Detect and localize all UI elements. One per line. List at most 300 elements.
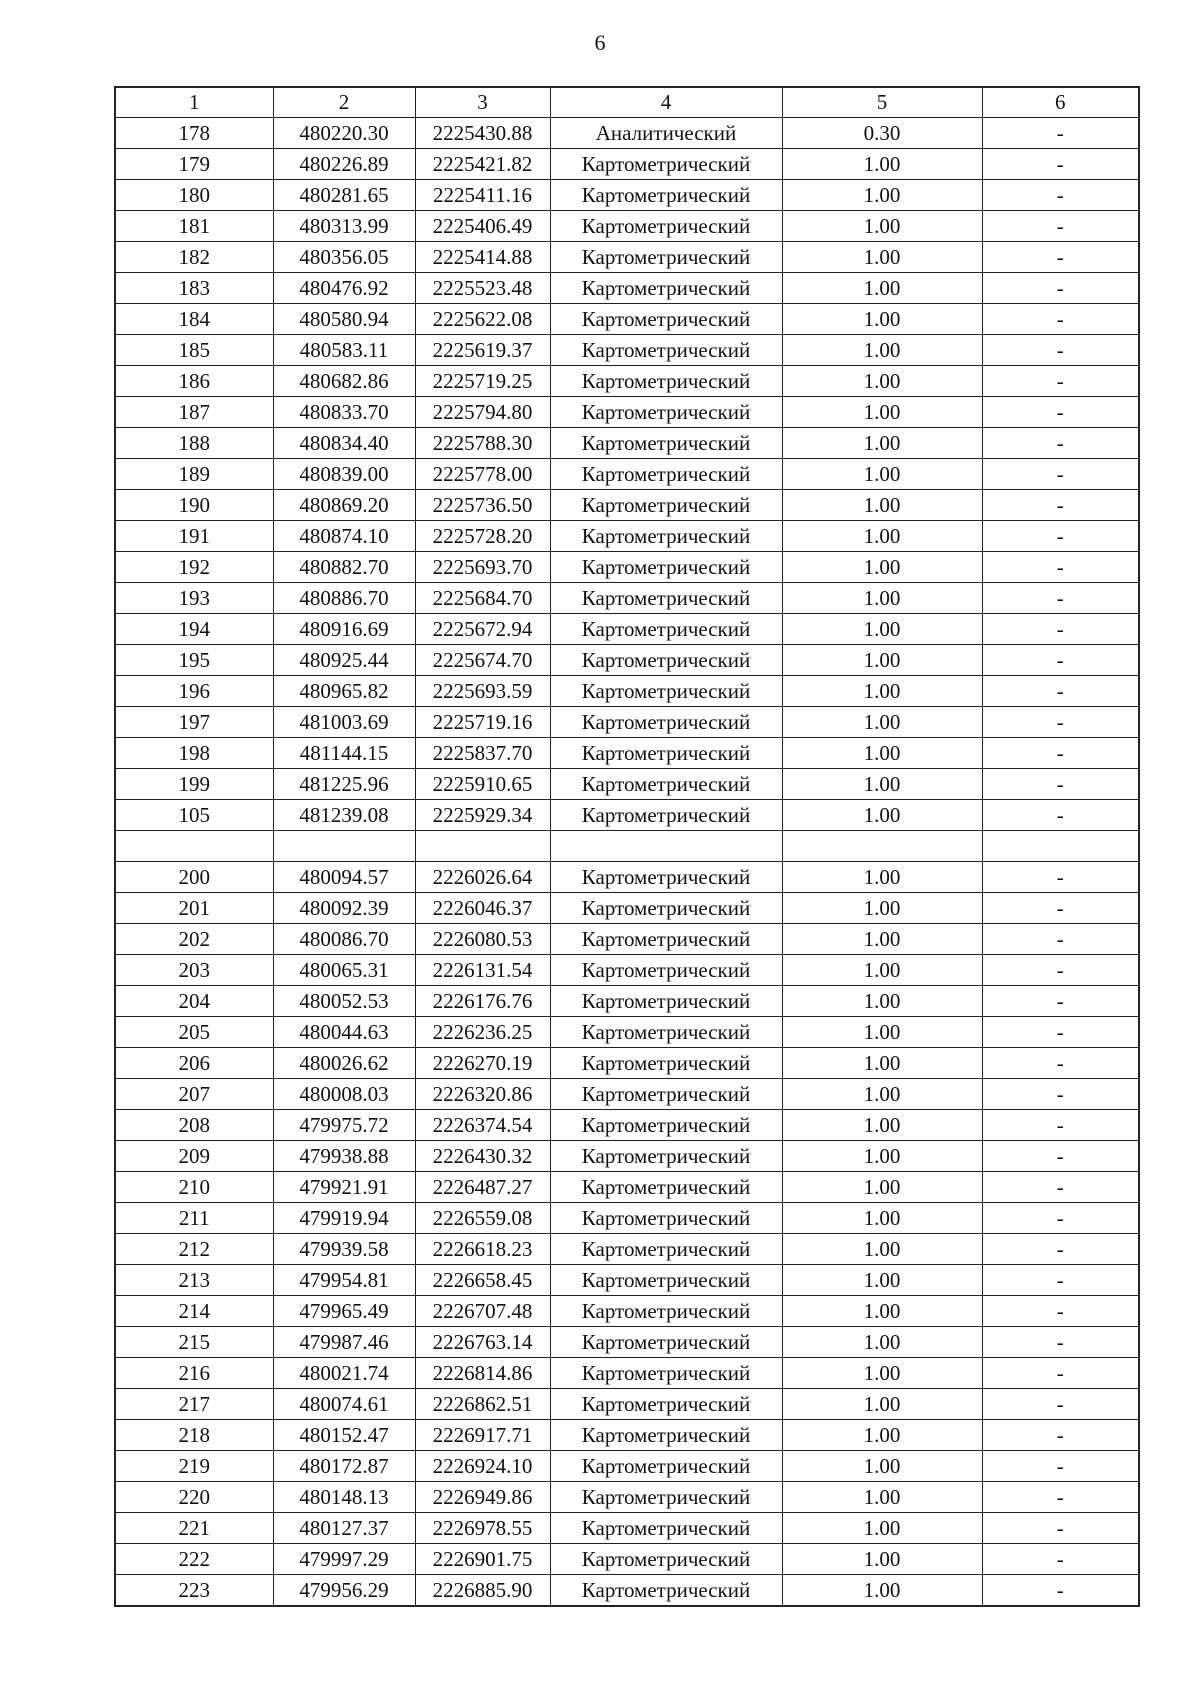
point-number-cell: 180 bbox=[115, 180, 273, 211]
method-cell: Аналитический bbox=[550, 118, 782, 149]
method-cell: Картометрический bbox=[550, 1141, 782, 1172]
description-cell: - bbox=[982, 1482, 1139, 1513]
x-coordinate-cell: 480172.87 bbox=[273, 1451, 415, 1482]
x-coordinate-cell: 480092.39 bbox=[273, 893, 415, 924]
description-cell: - bbox=[982, 1389, 1139, 1420]
y-coordinate-cell: 2225684.70 bbox=[415, 583, 550, 614]
point-number-cell: 205 bbox=[115, 1017, 273, 1048]
y-coordinate-cell: 2226320.86 bbox=[415, 1079, 550, 1110]
coordinates-table bbox=[114, 86, 1140, 1607]
method-cell: Картометрический bbox=[550, 521, 782, 552]
point-number-cell: 208 bbox=[115, 1110, 273, 1141]
point-number-cell: 188 bbox=[115, 428, 273, 459]
description-cell: - bbox=[982, 893, 1139, 924]
method-cell: Картометрический bbox=[550, 490, 782, 521]
x-coordinate-cell: 479919.94 bbox=[273, 1203, 415, 1234]
x-coordinate-cell: 480226.89 bbox=[273, 149, 415, 180]
description-cell: - bbox=[982, 180, 1139, 211]
y-coordinate-cell: 2225794.80 bbox=[415, 397, 550, 428]
point-number-cell: 185 bbox=[115, 335, 273, 366]
y-coordinate-cell: 2226487.27 bbox=[415, 1172, 550, 1203]
x-coordinate-cell: 480074.61 bbox=[273, 1389, 415, 1420]
table-row bbox=[115, 924, 1139, 955]
description-cell: - bbox=[982, 707, 1139, 738]
accuracy-cell: 1.00 bbox=[782, 1296, 982, 1327]
method-cell bbox=[550, 831, 782, 862]
column-header: 6 bbox=[982, 87, 1139, 118]
accuracy-cell: 1.00 bbox=[782, 1389, 982, 1420]
method-cell: Картометрический bbox=[550, 1110, 782, 1141]
method-cell: Картометрический bbox=[550, 1389, 782, 1420]
y-coordinate-cell: 2226658.45 bbox=[415, 1265, 550, 1296]
accuracy-cell: 1.00 bbox=[782, 211, 982, 242]
table-row bbox=[115, 1017, 1139, 1048]
table-row bbox=[115, 304, 1139, 335]
description-cell bbox=[982, 831, 1139, 862]
table-row bbox=[115, 1110, 1139, 1141]
table-row bbox=[115, 242, 1139, 273]
description-cell: - bbox=[982, 738, 1139, 769]
method-cell: Картометрический bbox=[550, 1203, 782, 1234]
table-row bbox=[115, 1358, 1139, 1389]
description-cell: - bbox=[982, 1079, 1139, 1110]
table-row bbox=[115, 1544, 1139, 1575]
x-coordinate-cell: 480583.11 bbox=[273, 335, 415, 366]
y-coordinate-cell: 2226131.54 bbox=[415, 955, 550, 986]
point-number-cell: 200 bbox=[115, 862, 273, 893]
table-row bbox=[115, 1265, 1139, 1296]
x-coordinate-cell: 480044.63 bbox=[273, 1017, 415, 1048]
table-row bbox=[115, 645, 1139, 676]
point-number-cell: 220 bbox=[115, 1482, 273, 1513]
description-cell: - bbox=[982, 1265, 1139, 1296]
table-row bbox=[115, 335, 1139, 366]
method-cell: Картометрический bbox=[550, 397, 782, 428]
description-cell: - bbox=[982, 1544, 1139, 1575]
point-number-cell: 194 bbox=[115, 614, 273, 645]
accuracy-cell: 1.00 bbox=[782, 1513, 982, 1544]
y-coordinate-cell: 2225693.59 bbox=[415, 676, 550, 707]
point-number-cell: 218 bbox=[115, 1420, 273, 1451]
accuracy-cell: 1.00 bbox=[782, 149, 982, 180]
description-cell: - bbox=[982, 273, 1139, 304]
accuracy-cell: 1.00 bbox=[782, 1172, 982, 1203]
method-cell: Картометрический bbox=[550, 1172, 782, 1203]
table-row bbox=[115, 831, 1139, 862]
description-cell: - bbox=[982, 614, 1139, 645]
description-cell: - bbox=[982, 490, 1139, 521]
accuracy-cell: 1.00 bbox=[782, 676, 982, 707]
method-cell: Картометрический bbox=[550, 1513, 782, 1544]
y-coordinate-cell: 2225910.65 bbox=[415, 769, 550, 800]
point-number-cell: 209 bbox=[115, 1141, 273, 1172]
point-number-cell: 222 bbox=[115, 1544, 273, 1575]
method-cell: Картометрический bbox=[550, 1327, 782, 1358]
point-number-cell: 223 bbox=[115, 1575, 273, 1607]
y-coordinate-cell: 2226430.32 bbox=[415, 1141, 550, 1172]
table-row bbox=[115, 490, 1139, 521]
method-cell: Картометрический bbox=[550, 149, 782, 180]
x-coordinate-cell: 479956.29 bbox=[273, 1575, 415, 1607]
table-row bbox=[115, 428, 1139, 459]
description-cell: - bbox=[982, 1048, 1139, 1079]
y-coordinate-cell: 2225736.50 bbox=[415, 490, 550, 521]
table-row bbox=[115, 862, 1139, 893]
y-coordinate-cell: 2226917.71 bbox=[415, 1420, 550, 1451]
y-coordinate-cell: 2225619.37 bbox=[415, 335, 550, 366]
x-coordinate-cell: 480127.37 bbox=[273, 1513, 415, 1544]
table-row bbox=[115, 1048, 1139, 1079]
accuracy-cell: 1.00 bbox=[782, 707, 982, 738]
x-coordinate-cell: 480965.82 bbox=[273, 676, 415, 707]
accuracy-cell: 1.00 bbox=[782, 986, 982, 1017]
y-coordinate-cell: 2225411.16 bbox=[415, 180, 550, 211]
y-coordinate-cell: 2225414.88 bbox=[415, 242, 550, 273]
y-coordinate-cell: 2226949.86 bbox=[415, 1482, 550, 1513]
table-row bbox=[115, 707, 1139, 738]
accuracy-cell: 1.00 bbox=[782, 180, 982, 211]
accuracy-cell: 1.00 bbox=[782, 583, 982, 614]
point-number-cell: 193 bbox=[115, 583, 273, 614]
accuracy-cell: 1.00 bbox=[782, 614, 982, 645]
x-coordinate-cell: 479997.29 bbox=[273, 1544, 415, 1575]
point-number-cell: 204 bbox=[115, 986, 273, 1017]
x-coordinate-cell: 479954.81 bbox=[273, 1265, 415, 1296]
accuracy-cell: 1.00 bbox=[782, 738, 982, 769]
column-header: 2 bbox=[273, 87, 415, 118]
accuracy-cell: 1.00 bbox=[782, 1575, 982, 1607]
x-coordinate-cell: 479965.49 bbox=[273, 1296, 415, 1327]
accuracy-cell: 1.00 bbox=[782, 397, 982, 428]
point-number-cell: 182 bbox=[115, 242, 273, 273]
accuracy-cell: 1.00 bbox=[782, 893, 982, 924]
accuracy-cell: 1.00 bbox=[782, 924, 982, 955]
point-number-cell: 206 bbox=[115, 1048, 273, 1079]
method-cell: Картометрический bbox=[550, 645, 782, 676]
method-cell: Картометрический bbox=[550, 583, 782, 614]
y-coordinate-cell: 2226978.55 bbox=[415, 1513, 550, 1544]
x-coordinate-cell: 480281.65 bbox=[273, 180, 415, 211]
x-coordinate-cell: 479975.72 bbox=[273, 1110, 415, 1141]
table-row bbox=[115, 1482, 1139, 1513]
accuracy-cell: 1.00 bbox=[782, 1451, 982, 1482]
point-number-cell: 183 bbox=[115, 273, 273, 304]
method-cell: Картометрический bbox=[550, 428, 782, 459]
accuracy-cell: 1.00 bbox=[782, 366, 982, 397]
point-number-cell: 105 bbox=[115, 800, 273, 831]
accuracy-cell: 1.00 bbox=[782, 459, 982, 490]
description-cell: - bbox=[982, 1172, 1139, 1203]
x-coordinate-cell: 481225.96 bbox=[273, 769, 415, 800]
table-row bbox=[115, 893, 1139, 924]
method-cell: Картометрический bbox=[550, 955, 782, 986]
x-coordinate-cell: 479938.88 bbox=[273, 1141, 415, 1172]
x-coordinate-cell: 480086.70 bbox=[273, 924, 415, 955]
description-cell: - bbox=[982, 149, 1139, 180]
description-cell: - bbox=[982, 645, 1139, 676]
column-header: 3 bbox=[415, 87, 550, 118]
method-cell: Картометрический bbox=[550, 676, 782, 707]
method-cell: Картометрический bbox=[550, 242, 782, 273]
point-number-cell: 187 bbox=[115, 397, 273, 428]
description-cell: - bbox=[982, 366, 1139, 397]
accuracy-cell: 1.00 bbox=[782, 335, 982, 366]
method-cell: Картометрический bbox=[550, 1234, 782, 1265]
method-cell: Картометрический bbox=[550, 1544, 782, 1575]
description-cell: - bbox=[982, 459, 1139, 490]
y-coordinate-cell: 2225672.94 bbox=[415, 614, 550, 645]
column-header: 5 bbox=[782, 87, 982, 118]
x-coordinate-cell: 480094.57 bbox=[273, 862, 415, 893]
point-number-cell: 212 bbox=[115, 1234, 273, 1265]
x-coordinate-cell: 480580.94 bbox=[273, 304, 415, 335]
description-cell: - bbox=[982, 769, 1139, 800]
y-coordinate-cell: 2225788.30 bbox=[415, 428, 550, 459]
point-number-cell: 195 bbox=[115, 645, 273, 676]
description-cell: - bbox=[982, 521, 1139, 552]
y-coordinate-cell: 2225421.82 bbox=[415, 149, 550, 180]
point-number-cell: 213 bbox=[115, 1265, 273, 1296]
method-cell: Картометрический bbox=[550, 304, 782, 335]
x-coordinate-cell: 481239.08 bbox=[273, 800, 415, 831]
description-cell: - bbox=[982, 118, 1139, 149]
accuracy-cell: 1.00 bbox=[782, 1358, 982, 1389]
y-coordinate-cell: 2225778.00 bbox=[415, 459, 550, 490]
point-number-cell: 210 bbox=[115, 1172, 273, 1203]
table-row bbox=[115, 1141, 1139, 1172]
point-number-cell bbox=[115, 831, 273, 862]
y-coordinate-cell: 2226559.08 bbox=[415, 1203, 550, 1234]
table-row bbox=[115, 955, 1139, 986]
method-cell: Картометрический bbox=[550, 1420, 782, 1451]
point-number-cell: 198 bbox=[115, 738, 273, 769]
method-cell: Картометрический bbox=[550, 366, 782, 397]
description-cell: - bbox=[982, 242, 1139, 273]
table-row bbox=[115, 800, 1139, 831]
accuracy-cell: 1.00 bbox=[782, 1544, 982, 1575]
accuracy-cell: 1.00 bbox=[782, 1420, 982, 1451]
x-coordinate-cell: 480869.20 bbox=[273, 490, 415, 521]
x-coordinate-cell: 480839.00 bbox=[273, 459, 415, 490]
table-row bbox=[115, 583, 1139, 614]
table-row bbox=[115, 521, 1139, 552]
point-number-cell: 214 bbox=[115, 1296, 273, 1327]
point-number-cell: 190 bbox=[115, 490, 273, 521]
accuracy-cell: 1.00 bbox=[782, 645, 982, 676]
x-coordinate-cell: 480220.30 bbox=[273, 118, 415, 149]
point-number-cell: 196 bbox=[115, 676, 273, 707]
y-coordinate-cell: 2226862.51 bbox=[415, 1389, 550, 1420]
method-cell: Картометрический bbox=[550, 1358, 782, 1389]
description-cell: - bbox=[982, 862, 1139, 893]
description-cell: - bbox=[982, 397, 1139, 428]
description-cell: - bbox=[982, 1017, 1139, 1048]
point-number-cell: 179 bbox=[115, 149, 273, 180]
table-header bbox=[115, 87, 1139, 118]
table-row bbox=[115, 1451, 1139, 1482]
x-coordinate-cell: 479987.46 bbox=[273, 1327, 415, 1358]
y-coordinate-cell: 2225719.25 bbox=[415, 366, 550, 397]
table-row bbox=[115, 1296, 1139, 1327]
description-cell: - bbox=[982, 1296, 1139, 1327]
x-coordinate-cell: 480682.86 bbox=[273, 366, 415, 397]
description-cell: - bbox=[982, 1451, 1139, 1482]
x-coordinate-cell: 480026.62 bbox=[273, 1048, 415, 1079]
y-coordinate-cell: 2226046.37 bbox=[415, 893, 550, 924]
method-cell: Картометрический bbox=[550, 924, 782, 955]
description-cell: - bbox=[982, 1513, 1139, 1544]
method-cell: Картометрический bbox=[550, 1451, 782, 1482]
table-row bbox=[115, 769, 1139, 800]
method-cell: Картометрический bbox=[550, 1482, 782, 1513]
method-cell: Картометрический bbox=[550, 552, 782, 583]
x-coordinate-cell: 480925.44 bbox=[273, 645, 415, 676]
point-number-cell: 186 bbox=[115, 366, 273, 397]
accuracy-cell: 1.00 bbox=[782, 862, 982, 893]
x-coordinate-cell: 480886.70 bbox=[273, 583, 415, 614]
y-coordinate-cell: 2225622.08 bbox=[415, 304, 550, 335]
description-cell: - bbox=[982, 800, 1139, 831]
y-coordinate-cell: 2226901.75 bbox=[415, 1544, 550, 1575]
method-cell: Картометрический bbox=[550, 707, 782, 738]
description-cell: - bbox=[982, 1110, 1139, 1141]
point-number-cell: 178 bbox=[115, 118, 273, 149]
y-coordinate-cell: 2226885.90 bbox=[415, 1575, 550, 1607]
y-coordinate-cell: 2225674.70 bbox=[415, 645, 550, 676]
x-coordinate-cell: 480313.99 bbox=[273, 211, 415, 242]
x-coordinate-cell: 481144.15 bbox=[273, 738, 415, 769]
description-cell: - bbox=[982, 552, 1139, 583]
point-number-cell: 217 bbox=[115, 1389, 273, 1420]
accuracy-cell: 1.00 bbox=[782, 769, 982, 800]
accuracy-cell: 1.00 bbox=[782, 490, 982, 521]
method-cell: Картометрический bbox=[550, 862, 782, 893]
y-coordinate-cell: 2226026.64 bbox=[415, 862, 550, 893]
method-cell: Картометрический bbox=[550, 893, 782, 924]
description-cell: - bbox=[982, 211, 1139, 242]
header-row bbox=[115, 87, 1139, 118]
accuracy-cell: 1.00 bbox=[782, 1327, 982, 1358]
y-coordinate-cell: 2226814.86 bbox=[415, 1358, 550, 1389]
description-cell: - bbox=[982, 583, 1139, 614]
accuracy-cell: 0.30 bbox=[782, 118, 982, 149]
accuracy-cell: 1.00 bbox=[782, 304, 982, 335]
x-coordinate-cell: 481003.69 bbox=[273, 707, 415, 738]
description-cell: - bbox=[982, 1203, 1139, 1234]
accuracy-cell: 1.00 bbox=[782, 1079, 982, 1110]
table-row bbox=[115, 1327, 1139, 1358]
page-number: 6 bbox=[594, 30, 606, 55]
method-cell: Картометрический bbox=[550, 1017, 782, 1048]
y-coordinate-cell: 2226270.19 bbox=[415, 1048, 550, 1079]
method-cell: Картометрический bbox=[550, 1079, 782, 1110]
description-cell: - bbox=[982, 924, 1139, 955]
accuracy-cell: 1.00 bbox=[782, 1234, 982, 1265]
table-row bbox=[115, 1172, 1139, 1203]
accuracy-cell: 1.00 bbox=[782, 800, 982, 831]
description-cell: - bbox=[982, 1358, 1139, 1389]
description-cell: - bbox=[982, 428, 1139, 459]
accuracy-cell: 1.00 bbox=[782, 242, 982, 273]
point-number-cell: 216 bbox=[115, 1358, 273, 1389]
y-coordinate-cell: 2226236.25 bbox=[415, 1017, 550, 1048]
table-row bbox=[115, 1234, 1139, 1265]
description-cell: - bbox=[982, 304, 1139, 335]
accuracy-cell: 1.00 bbox=[782, 428, 982, 459]
point-number-cell: 215 bbox=[115, 1327, 273, 1358]
y-coordinate-cell: 2226080.53 bbox=[415, 924, 550, 955]
method-cell: Картометрический bbox=[550, 335, 782, 366]
y-coordinate-cell: 2226618.23 bbox=[415, 1234, 550, 1265]
y-coordinate-cell: 2225929.34 bbox=[415, 800, 550, 831]
point-number-cell: 199 bbox=[115, 769, 273, 800]
table-row bbox=[115, 738, 1139, 769]
table-row bbox=[115, 366, 1139, 397]
y-coordinate-cell: 2225728.20 bbox=[415, 521, 550, 552]
x-coordinate-cell: 480152.47 bbox=[273, 1420, 415, 1451]
x-coordinate-cell: 480148.13 bbox=[273, 1482, 415, 1513]
table-row bbox=[115, 149, 1139, 180]
accuracy-cell: 1.00 bbox=[782, 1017, 982, 1048]
accuracy-cell: 1.00 bbox=[782, 552, 982, 583]
table-row bbox=[115, 180, 1139, 211]
x-coordinate-cell: 480834.40 bbox=[273, 428, 415, 459]
method-cell: Картометрический bbox=[550, 800, 782, 831]
x-coordinate-cell: 480356.05 bbox=[273, 242, 415, 273]
table-row bbox=[115, 459, 1139, 490]
y-coordinate-cell: 2225406.49 bbox=[415, 211, 550, 242]
description-cell: - bbox=[982, 1420, 1139, 1451]
x-coordinate-cell: 480021.74 bbox=[273, 1358, 415, 1389]
accuracy-cell: 1.00 bbox=[782, 1203, 982, 1234]
description-cell: - bbox=[982, 1327, 1139, 1358]
table-row bbox=[115, 1575, 1139, 1607]
x-coordinate-cell: 480833.70 bbox=[273, 397, 415, 428]
table-row bbox=[115, 273, 1139, 304]
y-coordinate-cell: 2226924.10 bbox=[415, 1451, 550, 1482]
point-number-cell: 189 bbox=[115, 459, 273, 490]
description-cell: - bbox=[982, 676, 1139, 707]
description-cell: - bbox=[982, 1141, 1139, 1172]
y-coordinate-cell: 2226707.48 bbox=[415, 1296, 550, 1327]
y-coordinate-cell: 2226374.54 bbox=[415, 1110, 550, 1141]
accuracy-cell: 1.00 bbox=[782, 1141, 982, 1172]
method-cell: Картометрический bbox=[550, 211, 782, 242]
method-cell: Картометрический bbox=[550, 1575, 782, 1607]
description-cell: - bbox=[982, 335, 1139, 366]
accuracy-cell: 1.00 bbox=[782, 1265, 982, 1296]
point-number-cell: 202 bbox=[115, 924, 273, 955]
table-row bbox=[115, 118, 1139, 149]
table-row bbox=[115, 397, 1139, 428]
method-cell: Картометрический bbox=[550, 738, 782, 769]
x-coordinate-cell: 479921.91 bbox=[273, 1172, 415, 1203]
point-number-cell: 219 bbox=[115, 1451, 273, 1482]
y-coordinate-cell: 2225719.16 bbox=[415, 707, 550, 738]
x-coordinate-cell: 480065.31 bbox=[273, 955, 415, 986]
x-coordinate-cell: 480052.53 bbox=[273, 986, 415, 1017]
y-coordinate-cell bbox=[415, 831, 550, 862]
y-coordinate-cell: 2225430.88 bbox=[415, 118, 550, 149]
method-cell: Картометрический bbox=[550, 769, 782, 800]
table-body bbox=[115, 118, 1139, 1607]
table-row bbox=[115, 1513, 1139, 1544]
x-coordinate-cell: 479939.58 bbox=[273, 1234, 415, 1265]
x-coordinate-cell: 480882.70 bbox=[273, 552, 415, 583]
y-coordinate-cell: 2226763.14 bbox=[415, 1327, 550, 1358]
table-row bbox=[115, 552, 1139, 583]
method-cell: Картометрический bbox=[550, 180, 782, 211]
